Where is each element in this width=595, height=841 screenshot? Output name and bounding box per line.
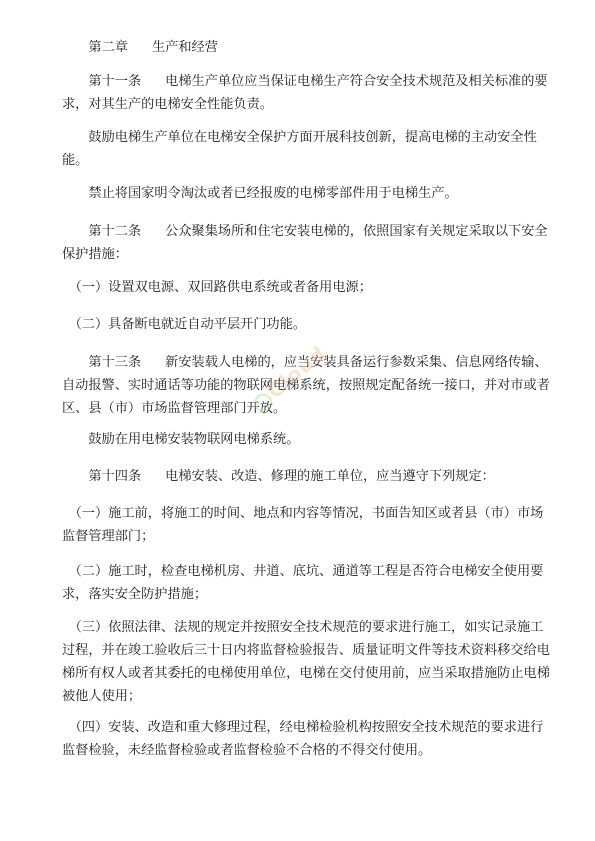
chapter-heading (62, 36, 552, 59)
chapter-title: 生产和经营 (151, 40, 218, 55)
article-14-text: 电梯安装、改造、修理的施工单位，应当遵守下列规定： (165, 469, 495, 484)
article-12-paragraph (62, 220, 552, 266)
article-14-item-3-text: （三）依照法律、法规的规定并按照安全技术规范的要求进行施工，如实记录施工过程，并在竣工验收后三十日内将监督检验报告、质量证明文件等技术资料移交给电梯所有权人或者其委托的电梯使用单位，电梯在交付使用前，应当采取措施防止电梯被他人使用； (62, 620, 550, 704)
article-14-item-3 (62, 616, 552, 708)
paragraph-iot-encourage (62, 428, 552, 451)
chapter-number: 第二章 (88, 40, 128, 55)
article-12-item-2-text: （二）具备断电就近自动平层开门功能。 (68, 317, 306, 332)
paragraph-iot-encourage-text: 鼓励在用电梯安装物联网电梯系统。 (88, 432, 300, 447)
article-11-number: 第十一条 (88, 74, 142, 89)
article-14-item-2 (62, 560, 552, 606)
paragraph-prohibition-text: 禁止将国家明令淘汰或者已经报废的电梯零部件用于电梯生产。 (88, 186, 458, 201)
article-14-item-4-text: （四）安装、改造和重大修理过程，经电梯检验机构按照安全技术规范的要求进行监督检验，未经监督检验或者监督检验不合格的不得交付使用。 (62, 720, 544, 758)
article-12-item-1 (62, 276, 552, 299)
article-14-paragraph (62, 465, 552, 488)
paragraph-innovation (62, 126, 552, 172)
article-13-number: 第十三条 (88, 355, 142, 370)
article-14-item-1 (62, 502, 552, 548)
article-14-item-2-text: （二）施工时，检查电梯机房、井道、底坑、通道等工程是否符合电梯安全使用要求，落实安全防护措施； (62, 564, 544, 602)
article-14-item-4 (62, 716, 552, 762)
article-11-paragraph (62, 70, 552, 116)
article-12-item-1-text: （一）设置双电源、双回路供电系统或者备用电源； (68, 280, 372, 295)
article-13-paragraph (62, 351, 552, 420)
watermark-text: Cloud (262, 340, 331, 404)
article-14-item-1-text: （一）施工前，将施工的时间、地点和内容等情况，书面告知区或者县（市）市场监督管理部门； (62, 506, 544, 544)
paragraph-prohibition (62, 182, 552, 205)
article-13-text: 新安装载人电梯的，应当安装具备运行参数采集、信息网络传输、自动报警、实时通话等功能的物联网电梯系统，按照规定配备统一接口，并对市或者区、县（市）市场监督管理部门开放。 (62, 355, 550, 416)
article-12-item-2 (62, 313, 552, 336)
article-12-text: 公众聚集场所和住宅安装电梯的，依照国家有关规定采取以下安全保护措施： (62, 224, 548, 262)
article-14-number: 第十四条 (88, 469, 142, 484)
article-12-number: 第十二条 (88, 224, 142, 239)
article-11-text: 电梯生产单位应当保证电梯生产符合安全技术规范及相关标准的要求，对其生产的电梯安全性能负责。 (62, 74, 548, 112)
paragraph-innovation-text: 鼓励电梯生产单位在电梯安全保护方面开展科技创新，提高电梯的主动安全性能。 (62, 130, 537, 168)
